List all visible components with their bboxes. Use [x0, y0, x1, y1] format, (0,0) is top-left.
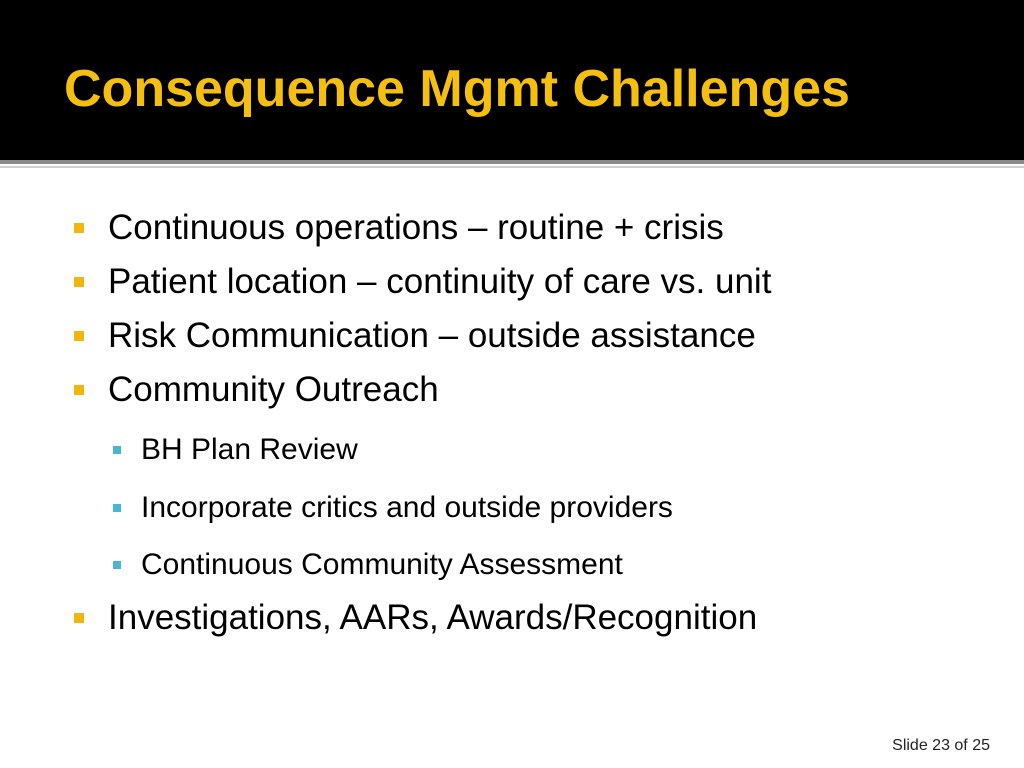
square-bullet-icon [74, 223, 84, 233]
bullet-item [108, 596, 757, 640]
bullet-text: Patient location – continuity of care vs. unit [108, 262, 772, 301]
square-bullet-icon [74, 385, 84, 395]
bullet-item [108, 368, 439, 412]
bullet-text: Risk Communication – outside assistance [108, 316, 756, 355]
bullet-item [108, 260, 771, 304]
bullet-item [108, 314, 756, 358]
sub-bullet-text: Continuous Community Assessment [141, 548, 623, 581]
bullet-text: Community Outreach [108, 370, 439, 409]
sub-bullet-text: BH Plan Review [141, 433, 358, 466]
header-divider [0, 160, 1024, 164]
square-sub-bullet-icon [113, 504, 121, 512]
sub-bullet-item [141, 489, 673, 527]
square-sub-bullet-icon [113, 561, 121, 569]
square-sub-bullet-icon [113, 446, 121, 454]
sub-bullet-text: Incorporate critics and outside providers [141, 491, 673, 524]
sub-bullet-item [141, 431, 358, 469]
bullet-item [108, 206, 724, 250]
slide-number: Slide 23 of 25 [892, 737, 990, 754]
header-divider-light [0, 166, 1024, 168]
square-bullet-icon [74, 331, 84, 341]
bullet-text: Investigations, AARs, Awards/Recognition [108, 598, 758, 637]
bullet-text: Continuous operations – routine + crisis [108, 208, 724, 247]
sub-bullet-item [141, 546, 623, 584]
slide-title: Consequence Mgmt Challenges [64, 60, 850, 118]
square-bullet-icon [74, 613, 84, 623]
title-bar [0, 0, 1024, 160]
square-bullet-icon [74, 277, 84, 287]
